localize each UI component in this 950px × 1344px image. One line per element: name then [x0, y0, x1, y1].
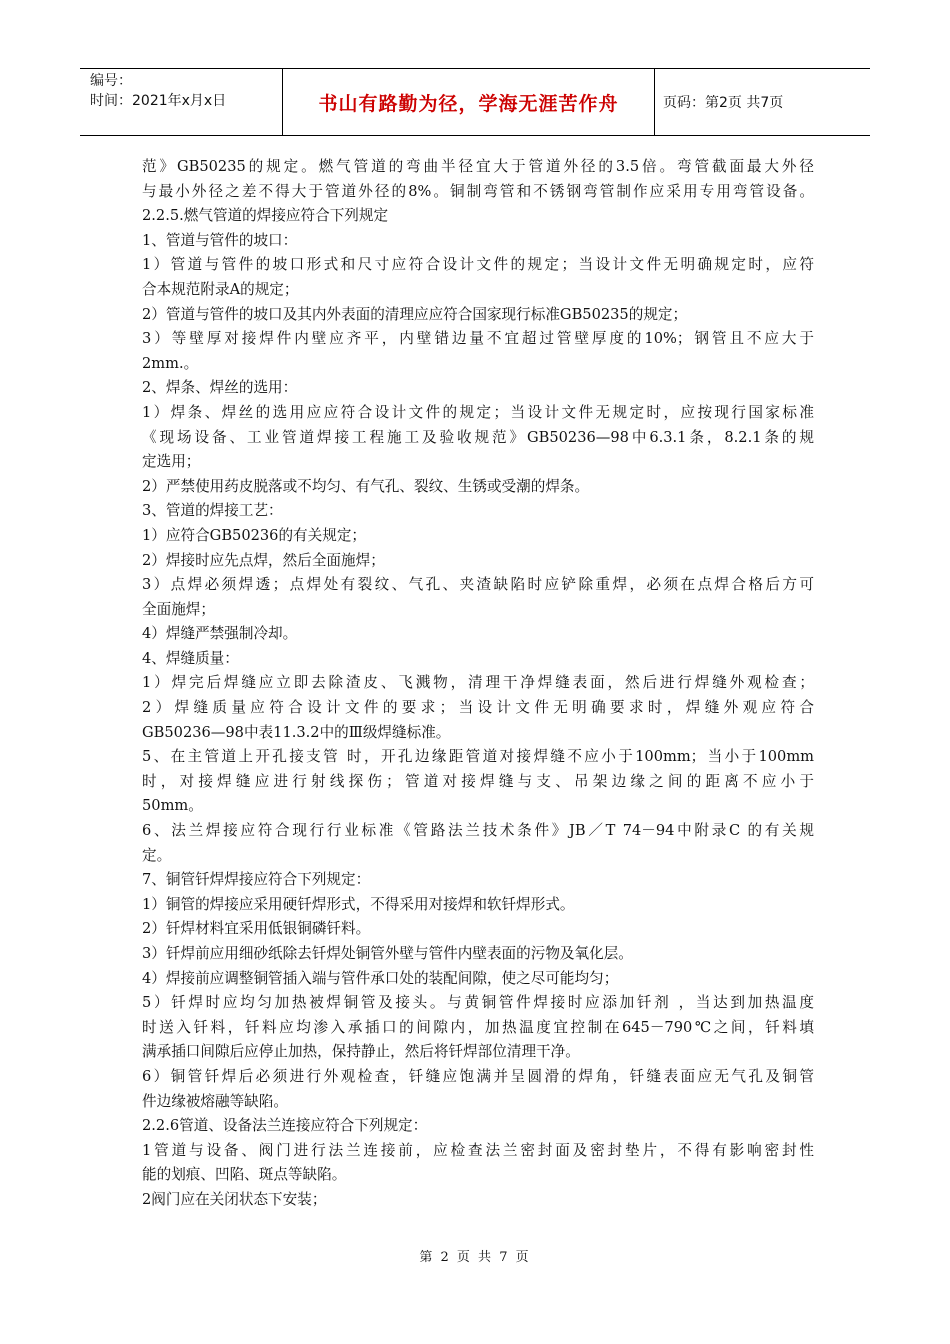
page-header [80, 68, 870, 136]
text-line: 合本规范附录A的规定； [142, 280, 299, 298]
text-line: 范》GB50235的规定。燃气管道的弯曲半径宜大于管道外径的3.5倍。弯管截面最大外径 [142, 158, 814, 175]
text-line: 《现场设备、工业管道焊接工程施工及验收规范》GB50236—98中6.3.1条，8.2.1条的规 [142, 428, 814, 446]
text-line: 1）管道与管件的坡口形式和尺寸应符合设计文件的规定；当设计文件无明确规定时，应符 [142, 256, 814, 274]
text-line: 5、在主管道上开孔接支管 时，开孔边缘距管道对接焊缝不应小于100mm；当小于100mm [142, 748, 814, 766]
text-line: GB50236—98中表11.3.2中的Ⅲ级焊缝标准。 [142, 723, 451, 741]
text-line: 2、焊条、焊丝的选用： [142, 379, 298, 397]
text-line: 1）铜管的焊接应采用硬钎焊形式，不得采用对接焊和软钎焊形式。 [142, 895, 575, 913]
text-line: 2）钎焊材料宜采用低银铜磷钎料。 [142, 920, 371, 938]
text-line: 能的划痕、凹陷、斑点等缺陷。 [142, 1166, 347, 1184]
text-line: 3）等壁厚对接焊件内壁应齐平，内壁错边量不宜超过管壁厚度的10%；钢管且不应大于 [142, 330, 814, 348]
text-line: 6）铜管钎焊后必须进行外观检查，钎缝应饱满并呈圆滑的焊角，钎缝表面应无气孔及铜管 [142, 1067, 814, 1085]
text-line: 时送入钎料，钎料应均渗入承插口的间隙内，加热温度宜控制在645－790℃之间，钎料填 [142, 1018, 814, 1036]
text-line: 2）管道与管件的坡口及其内外表面的清理应应符合国家现行标准GB50235的规定； [142, 305, 688, 323]
text-line: 3）钎焊前应用细砂纸除去钎焊处铜管外壁与管件内壁表面的污物及氧化层。 [142, 945, 633, 962]
text-line: 定。 [142, 846, 172, 864]
header-page-info: 页码：第2页 共7页 [663, 95, 784, 111]
text-line: 4、焊缝质量： [142, 649, 239, 667]
text-line: 2）严禁使用药皮脱落或不均匀、有气孔、裂纹、生锈或受潮的焊条。 [142, 477, 590, 495]
text-line: 3）点焊必须焊透；点焊处有裂纹、气孔、夹渣缺陷时应铲除重焊，必须在点焊合格后方可 [142, 576, 814, 594]
section-heading: 2.2.5.燃气管道的焊接应符合下列规定 [142, 207, 389, 225]
header-number-label: 编号： [90, 73, 132, 89]
document-body [142, 155, 814, 1213]
text-line: 4）焊缝严禁强制冷却。 [142, 625, 298, 643]
header-motto: 书山有路勤为径，学海无涯苦作舟 [283, 69, 655, 135]
text-line: 定选用； [142, 453, 201, 471]
text-line: 2）焊接时应先点焊，然后全面施焊； [142, 551, 385, 569]
text-line: 3、管道的焊接工艺： [142, 502, 283, 520]
text-line: 全面施焊； [142, 600, 215, 618]
text-line: 2mm.。 [142, 354, 199, 372]
text-line: 1）应符合GB50236的有关规定； [142, 526, 367, 544]
text-line: 5）钎焊时应均匀加热被焊铜管及接头。与黄铜管件焊接时应添加钎剂 ，当达到加热温度 [142, 994, 814, 1012]
text-line: 与最小外径之差不得大于管道外径的8%。铜制弯管和不锈钢弯管制作应采用专用弯管设备。 [142, 182, 814, 200]
text-line: 1管道与设备、阀门进行法兰连接前，应检查法兰密封面及密封垫片，不得有影响密封性 [142, 1141, 814, 1159]
text-line: 50mm。 [142, 797, 203, 815]
text-line: 满承插口间隙后应停止加热，保持静止，然后将钎焊部位清理干净。 [142, 1043, 580, 1061]
text-line: 6、法兰焊接应符合现行行业标准《管路法兰技术条件》JB／T 74－94中附录C 的有关规 [142, 822, 814, 840]
text-line: 1）焊条、焊丝的选用应应符合设计文件的规定；当设计文件无规定时，应按现行国家标准 [142, 403, 814, 421]
header-meta [80, 69, 283, 135]
text-line: 2阀门应在关闭状态下安装； [142, 1190, 327, 1208]
text-line: 1）焊完后焊缝应立即去除渣皮、飞溅物，清理干净焊缝表面，然后进行焊缝外观检查； [142, 674, 814, 692]
text-line: 时，对接焊缝应进行射线探伤；管道对接焊缝与支、吊架边缘之间的距离不应小于 [142, 772, 814, 790]
text-line: 4）焊接前应调整铜管插入端与管件承口处的装配间隙，使之尽可能均匀； [142, 969, 619, 987]
text-line: 1、管道与管件的坡口： [142, 231, 298, 249]
text-line: 7、铜管钎焊焊接应符合下列规定： [142, 871, 371, 889]
section-heading: 2.2.6管道、设备法兰连接应符合下列规定： [142, 1117, 428, 1135]
header-date-label: 时间：2021年x月x日 [90, 93, 227, 109]
text-line: 件边缘被熔融等缺陷。 [142, 1092, 288, 1110]
page-footer: 第 2 页 共 7 页 [419, 1250, 531, 1265]
text-line: 2）焊缝质量应符合设计文件的要求；当设计文件无明确要求时，焊缝外观应符合 [142, 699, 814, 717]
